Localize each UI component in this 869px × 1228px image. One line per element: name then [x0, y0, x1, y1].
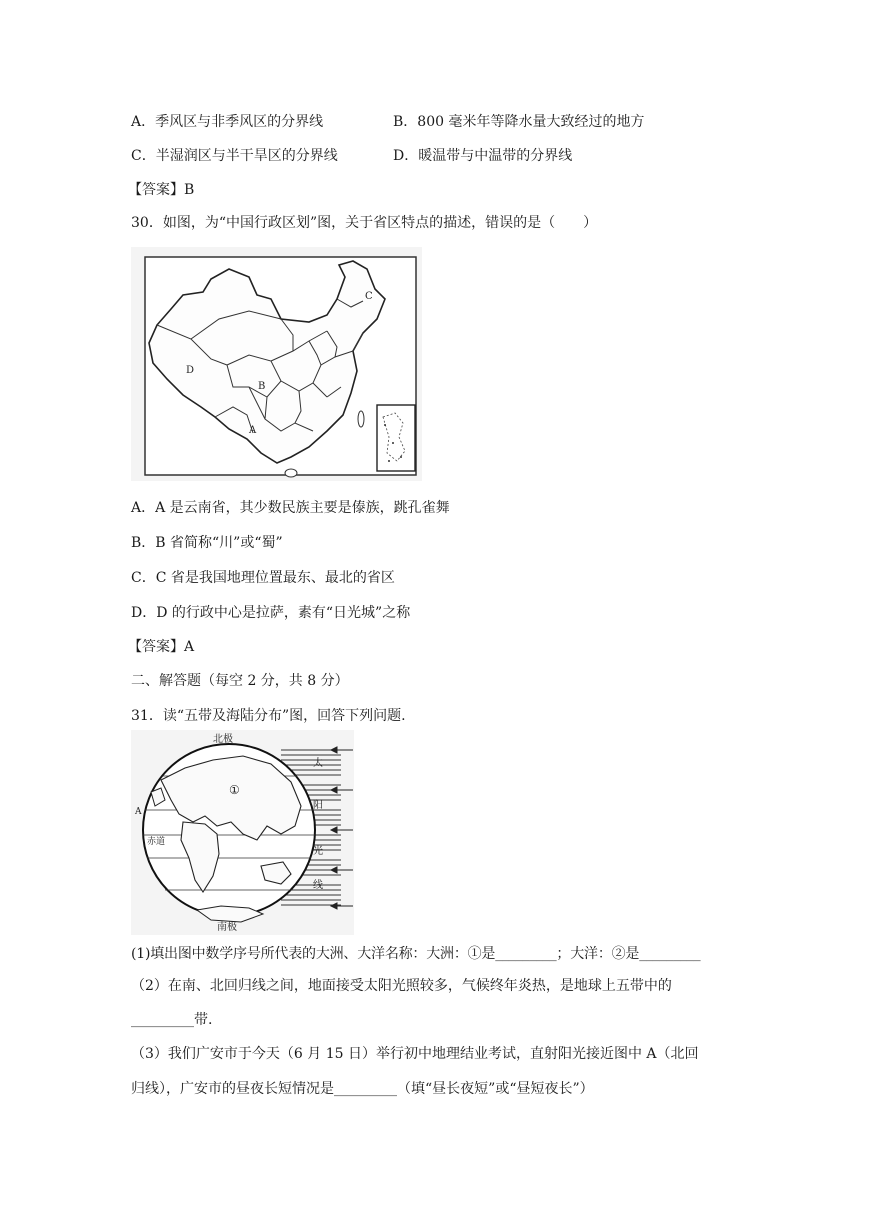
q30-option-b: B．B 省简称“川”或“蜀”	[131, 535, 283, 551]
q29-option-b: B．800 毫米年等降水量大致经过的地方	[393, 114, 645, 130]
q29-option-d: D．暖温带与中温带的分界线	[393, 148, 573, 164]
q31-sub3-line1: （3）我们广安市于今天（6 月 15 日）举行初中地理结业考试，直射阳光接近图中 A（北回	[131, 1046, 699, 1062]
q31-stem: 31．读“五带及海陆分布”图，回答下列问题.	[131, 708, 406, 724]
q31-sub2-line2: _________带.	[131, 1012, 213, 1028]
q30-stem: 30．如图，为“中国行政区划”图，关于省区特点的描述，错误的是（ ）	[131, 215, 598, 231]
q30-option-c: C．C 省是我国地理位置最东、最北的省区	[131, 570, 395, 586]
sunlight-char-4: 线	[313, 880, 323, 891]
map-label-b: B	[258, 381, 266, 392]
marker-1: ①	[229, 783, 240, 797]
five-zones-figure	[131, 730, 354, 935]
north-pole-label: 北极	[213, 734, 233, 745]
equator-label: 赤道	[147, 837, 166, 847]
q31-sub3-line2: 归线），广安市的昼夜长短情况是_________（填“昼长夜短”或“昼短夜长”）	[131, 1081, 594, 1097]
q30-option-a: A．A 是云南省，其少数民族主要是傣族，跳孔雀舞	[131, 500, 450, 516]
sunlight-char-2: 阳	[313, 800, 323, 811]
map-label-c: C	[365, 291, 373, 302]
q29-answer: 【答案】B	[128, 182, 195, 198]
q29-option-a: A．季风区与非季风区的分界线	[131, 114, 324, 130]
south-pole-label: 南极	[217, 922, 237, 933]
q31-sub1: (1)填出图中数学序号所代表的大洲、大洋名称：大洲：①是_________；大洋：②是_________	[131, 946, 701, 962]
map-label-d: D	[186, 365, 195, 376]
sunlight-char-1: 太	[313, 758, 323, 769]
q30-answer: 【答案】A	[128, 639, 195, 655]
section-heading: 二、解答题（每空 2 分，共 8 分）	[131, 673, 349, 689]
q30-option-d: D．D 的行政中心是拉萨，素有“日光城”之称	[131, 605, 411, 621]
sunlight-char-3: 光	[313, 846, 323, 857]
china-admin-map	[131, 247, 422, 481]
marker-a: A	[135, 807, 142, 817]
q29-option-c: C．半湿润区与半干旱区的分界线	[131, 148, 338, 164]
q31-sub2-line1: （2）在南、北回归线之间，地面接受太阳光照较多，气候终年炎热，是地球上五带中的	[131, 978, 672, 994]
map-label-a: A	[249, 425, 257, 436]
